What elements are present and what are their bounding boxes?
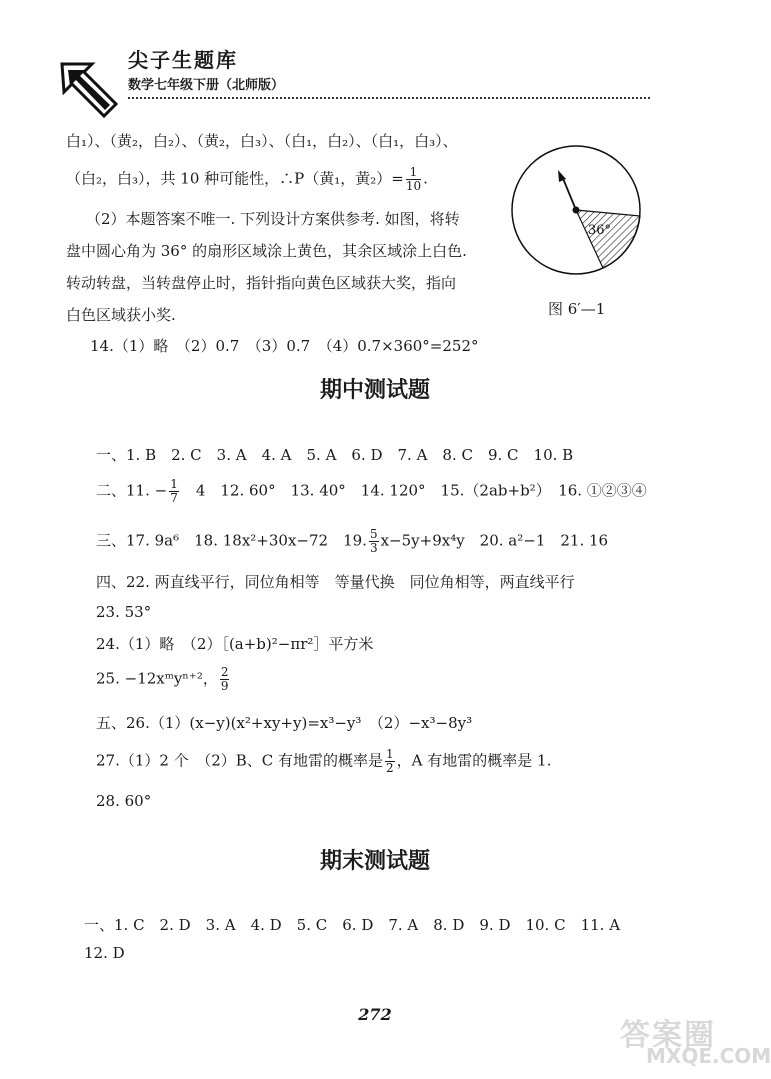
final-section-title: 期末测试题 [319,849,430,874]
midterm-section-title: 期中测试题 [319,378,430,403]
midterm-row-9: 27.（1）2 个 （2）B、C 有地雷的概率是 $\frac{1}{2}$ ，A 有地雷的概率是 1. [96,747,552,775]
sector-angle-label: 36° [588,223,612,238]
midterm-row-2: 二、11. − $\frac{1}{7}$ 4 12. 60° 13. 40° 14. 120° 15.（2ab+b²） 16. ①②③④ [96,477,647,505]
midterm-row-5: 23. 53° [96,603,152,621]
answer-line-3: （2）本题答案不唯一. 下列设计方案供参考. 如图，将转 [86,210,460,228]
arrow-logo-icon [58,58,120,120]
answer-line-5: 转动转盘，当转盘停止时，指针指向黄色区域获大奖，指向 [66,274,457,292]
fraction-1-7: $\frac{1}{7}$ [170,477,178,505]
answer-line-6: 白色区域获小奖. [66,306,176,324]
midterm-row-7: 25. −12xᵐyⁿ⁺²， $\frac{2}{9}$ [96,665,229,693]
answer-line-4: 盘中圆心角为 36° 的扇形区域涂上黄色，其余区域涂上白色. [66,242,467,260]
midterm-row-4: 四、22. 两直线平行，同位角相等 等量代换 同位角相等，两直线平行 [96,573,575,591]
answer-line-7: 14.（1）略 （2）0.7 （3）0.7 （4）0.7×360°=252° [90,337,479,355]
header-divider [128,97,650,99]
midterm-row-8: 五、26.（1）(x−y)(x²+xy+y)=x³−y³ （2）−x³−8y³ [96,714,473,732]
figure-caption: 图 6′—1 [548,300,606,318]
watermark-logo: 答案圈 MXQE.COM [620,1018,771,1068]
spinner-figure [508,142,644,278]
fraction-2-9: $\frac{2}{9}$ [220,665,229,693]
answer-line-2-text: （白₂，白₃），共 10 种可能性，∴P（黄₁，黄₂）= [66,169,404,188]
book-title: 尖子生题库 [128,48,238,72]
final-row-2: 12. D [84,944,125,962]
fraction-1-2: $\frac{1}{2}$ [386,747,394,775]
probability-fraction: $\frac{1}{10}$ [405,165,422,193]
book-subtitle: 数学七年级下册（北师版） [128,78,285,93]
final-row-1: 一、1. C 2. D 3. A 4. D 5. C 6. D 7. A 8. D 9. D 10. C 11. A [84,916,621,934]
midterm-row-1: 一、1. B 2. C 3. A 4. A 5. A 6. D 7. A 8. C 9. C 10. B [96,446,574,464]
page-number: 272 [358,1005,392,1024]
midterm-row-10: 28. 60° [96,792,152,810]
answer-line-1: 白₁）、（黄₂，白₂）、（黄₂，白₃）、（白₁，白₂）、（白₁，白₃）、 [66,132,458,150]
answer-line-2: （白₂，白₃），共 10 种可能性，∴P（黄₁，黄₂）= $\frac{1}{10}$ . [66,165,428,193]
midterm-row-6: 24.（1）略 （2）［(a+b)²−πr²］平方米 [96,635,374,653]
spinner-pivot [573,207,580,214]
midterm-row-3: 三、17. 9a⁶ 18. 18x²+30x−72 19. $\frac{5}{3}$ x−5y+9x⁴y 20. a²−1 21. 16 [96,527,609,555]
fraction-5-3: $\frac{5}{3}$ [369,527,378,555]
